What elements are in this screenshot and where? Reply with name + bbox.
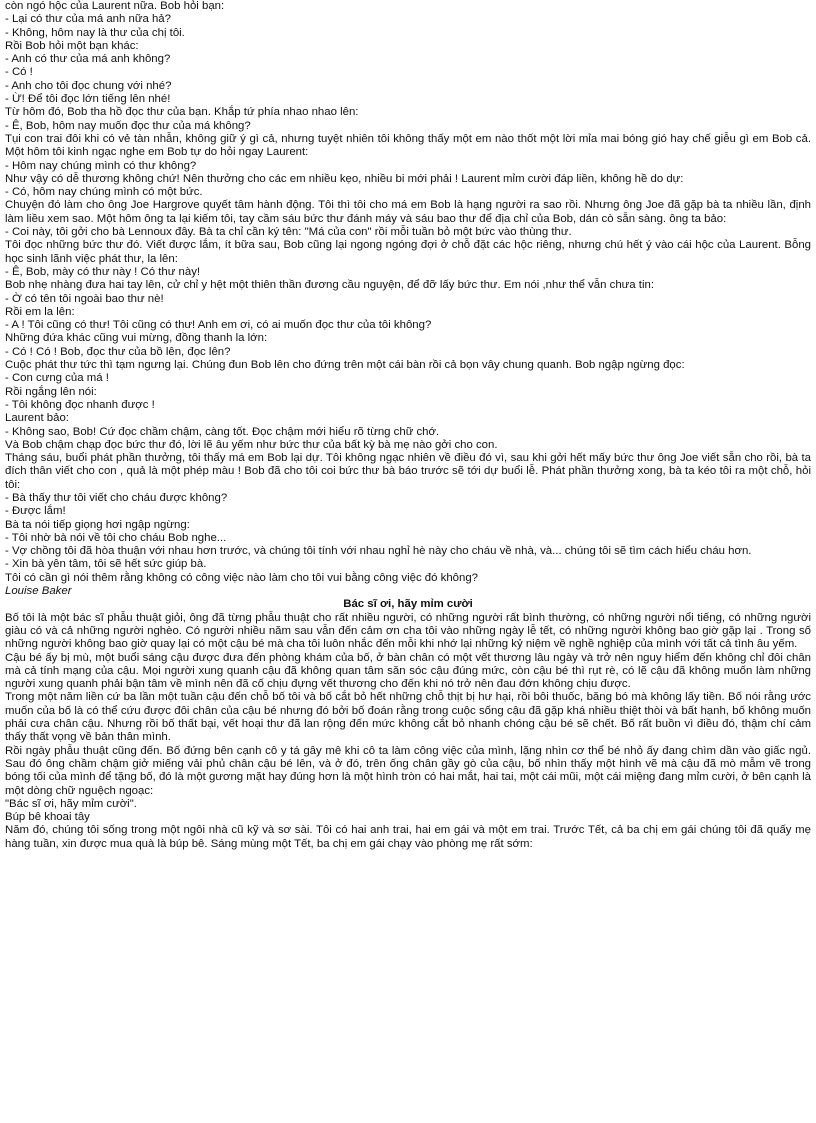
paragraph: Bob nhẹ nhàng đưa hai tay lên, cử chỉ y hệt một thiên thần đương cầu nguyện, để đỡ lấy bức thư. Em nói ,như thể vẫn chưa tin: (5, 279, 654, 292)
paragraph: Chuyện đó làm cho ông Joe Hargrove quyết tâm hành động. Tôi thì tôi cho má em Bob là hạng người ra sao rồi. Nhưng ông Joe đã gặp bà ta nhiều lần, định làm liều xem sao. Một hôm ông ta lại kiếm tôi, tay cầm sáu bức thư đánh máy và sáu bao thư để địa chỉ của Bob, dán cò sẵn sàng. ông ta bảo: (5, 199, 811, 225)
paragraph: - Con cưng của má ! (5, 372, 109, 385)
paragraph: - Có ! (5, 66, 33, 79)
paragraph: Từ hôm đó, Bob tha hồ đọc thư của bạn. Khắp tứ phía nhao nhao lên: (5, 106, 359, 119)
paragraph: Như vậy có dễ thương không chứ! Nên thưởng cho các em nhiều kẹo, nhiều bi mới phải ! Laurent mỉm cười đáp liền, không hề do dự: (5, 172, 684, 185)
paragraph: Cuộc phát thư tức thì tạm ngưng lại. Chúng đun Bob lên cho đứng trên một cái bàn rồi cả bọn vây chung quanh. Bob ngập ngừng đọc: (5, 359, 685, 372)
paragraph: Rồi ngày phẫu thuật cũng đến. Bố đứng bên cạnh cô y tá gây mê khi cô ta làm công việc của mình, lặng nhìn cơ thể bé nhỏ ấy đang chìm dần vào giấc ngủ. Sau đó ông chầm chậm giở miếng vải phủ chân cậu bé lên, và ở đó, trên ống chân gầy gò của cậu, bố nhìn thấy một hình vẽ mà cậu đã mò mẫm vẽ trong bóng tối của mình để tặng bố, đó là một gương mặt hay đúng hơn là một hình tròn có hai mắt, hai tai, một cái mũi, một cái miệng đang mỉm cười, ở bên cạnh là một dòng chữ nguệch ngoạc: (5, 744, 811, 797)
paragraph: - Bà thấy thư tôi viết cho cháu được không? (5, 491, 228, 504)
paragraph: Rồi em la lên: (5, 305, 75, 318)
paragraph: Những đứa khác cũng vui mừng, đồng thanh la lớn: (5, 332, 268, 345)
paragraph: - Anh cho tôi đọc chung với nhé? (5, 79, 172, 92)
paragraph: - Lại có thư của má anh nữa hả? (5, 13, 171, 26)
story-potato-doll (5, 811, 811, 851)
paragraph: Laurent bảo: (5, 412, 69, 425)
paragraph: - A ! Tôi cũng có thư! Tôi cũng có thư! Anh em ơi, có ai muốn đọc thư của tôi không? (5, 319, 432, 332)
story-letters (5, 0, 811, 598)
paragraph: - Ê, Bob, hôm nay muốn đọc thư của má không? (5, 119, 251, 132)
story-smile (5, 598, 811, 811)
paragraph: - Ê, Bob, mày có thư này ! Có thư này! (5, 265, 201, 278)
paragraph: - Được lắm! (5, 505, 66, 518)
paragraph: - Không, hôm nay là thư của chị tôi. (5, 26, 185, 39)
paragraph: còn ngó hộc của Laurent nữa. Bob hỏi bạn: (5, 0, 225, 12)
paragraph: - Hôm nay chúng mình có thư không? (5, 159, 197, 172)
paragraph: Tôi có cần gì nói thêm rằng không có công việc nào làm cho tôi vui bằng công việc đó không? (5, 571, 479, 584)
story-title: Bác sĩ ơi, hãy mỉm cười (343, 598, 473, 611)
paragraph: - Vợ chồng tôi đã hòa thuận với nhau hơn trước, và chúng tôi tính với nhau nghỉ hè này cho cháu về nhà, và... chúng tôi sẽ tìm cách hiểu cháu hơn. (5, 545, 752, 558)
story-title: Búp bê khoai tây (5, 811, 90, 824)
paragraph: Bà ta nói tiếp giọng hơi ngập ngừng: (5, 518, 190, 531)
paragraph: - Tôi nhờ bà nói về tôi cho cháu Bob nghe... (5, 531, 227, 544)
paragraph: - Coi này, tôi gởi cho bà Lennoux đây. Bà ta chỉ cần ký tên: "Má của con" rồi mỗi tuần bỏ một bức vào thùng thư. (5, 226, 572, 239)
paragraph: Tháng sáu, buổi phát phần thưởng, tôi thấy má em Bob lại dự. Tôi không ngạc nhiên về điều đó vì, sau khi gởi hết mấy bức thư ông Joe viết sẵn cho rồi, bà ta đích thân viết cho con , quả là một phép màu ! Bob đã cho tôi coi bức thư bà báo trước sẽ tới dự buổi lễ. Phát phần thưởng xong, bà ta kéo tôi ra một chỗ, hỏi tôi: (5, 452, 811, 491)
paragraph: - Không sao, Bob! Cứ đọc chầm chậm, càng tốt. Đọc chậm mới hiểu rõ từng chữ chớ. (5, 425, 440, 438)
paragraph: Năm đó, chúng tôi sống trong một ngôi nhà cũ kỹ và sơ sài. Tôi có hai anh trai, hai em gái và một em trai. Trước Tết, cả ba chị em gái chúng tôi đã quấy mẹ hàng tuần, xin được mua quà là búp bê. Sáng mùng một Tết, ba chị em gái chạy vào phòng mẹ rất sớm: (5, 824, 811, 850)
paragraph: - Xin bà yên tâm, tôi sẽ hết sức giúp bà. (5, 558, 207, 571)
paragraph: Tụi con trai đôi khi có vẻ tàn nhẫn, không giữ ý gì cả, nhưng tuyệt nhiên tôi không thấy một em nào thốt một lời mỉa mai bóng gió hay chế giễu gì em Bob cả. Một hôm tôi kinh ngạc nghe em Bob tự do hỏi ngay Laurent: (5, 132, 811, 159)
paragraph: Trong một năm liền cứ ba lần một tuần cậu đến chỗ bố tôi và bố cắt bỏ hết những chỗ thịt bị hư hại, rồi bôi thuốc, băng bó mà không lấy tiền. Bố nói rằng ước muốn của bố là có thể cứu được đôi chân của cậu bé nhưng đó bởi bố đoán rằng trong cuộc sống cậu đã gặp khá nhiều thiệt thòi và bất hạnh, bố không muốn phải cưa chân cậu. Nhưng rồi bố thất bại, vết hoại thư đã lan rộng đến mức không cắt bỏ nhanh chóng cậu bé sẽ chết. Bố rất buồn vì điều đó, thậm chí cảm thấy thất vọng về bản thân mình. (5, 691, 811, 744)
paragraph: - Tôi không đọc nhanh được ! (5, 398, 155, 411)
author-signature: Louise Baker (5, 585, 72, 598)
paragraph: - Ờ có tên tôi ngoài bao thư nè! (5, 292, 164, 305)
paragraph: - Có ! Có ! Bob, đọc thư của bồ lên, đọc lên? (5, 345, 231, 358)
paragraph: "Bác sĩ ơi, hãy mỉm cười". (5, 797, 137, 810)
paragraph: Bố tôi là một bác sĩ phẫu thuật giỏi, ông đã từng phẫu thuật cho rất nhiều người, có những người rất bình thường, có những người nổi tiếng, có những người giàu có và cả những người nghèo. Có người nhiều năm sau vẫn đến cảm ơn cha tôi vào những ngày lễ tết, có những người không bao giờ gặp lại . Trong số những người không bao giờ quay lại có một cậu bé mà cha tôi luôn nhắc đến mỗi khi nhớ lại những kỷ niệm về nghề nghiệp của mình với tất cả tình âu yếm. (5, 611, 811, 651)
paragraph: Cậu bé ấy bị mù, một buổi sáng cậu được đưa đến phòng khám của bố, ở bàn chân có một vết thương lâu ngày và trở nên nguy hiểm đến không chỉ đôi chân mà cả tính mạng của cậu. Mọi người xung quanh cậu đã không quan tâm săn sóc cậu đúng mức, còn cậu bé thì rụt rè, có lẽ cậu đã không muốn làm những người xung quanh phải bận tâm về mình nên đã cố chịu đựng vết thương cho đến khi nó trở nên đau đớn không chịu được. (5, 651, 811, 691)
paragraph: Rồi Bob hỏi một bạn khác: (5, 39, 139, 52)
paragraph: Tôi đọc những bức thư đó. Viết được lắm, ít bữa sau, Bob cũng lại ngong ngóng đợi ở chỗ đặt các hộc riêng, nhưng chú hết ý vào cái hộc của Laurent. Bỗng học sinh lãnh việc phát thư, la lên: (5, 239, 811, 265)
paragraph: - Ừ! Để tôi đọc lớn tiếng lên nhé! (5, 93, 171, 106)
paragraph: Và Bob chậm chạp đọc bức thư đó, lời lẽ âu yếm như bức thư của bất kỳ bà mẹ nào gởi cho con. (5, 438, 498, 451)
paragraph: - Anh có thư của má anh không? (5, 53, 171, 66)
paragraph: - Có, hôm nay chúng mình có một bức. (5, 186, 203, 199)
paragraph: Rồi ngắng lên nói: (5, 385, 97, 398)
